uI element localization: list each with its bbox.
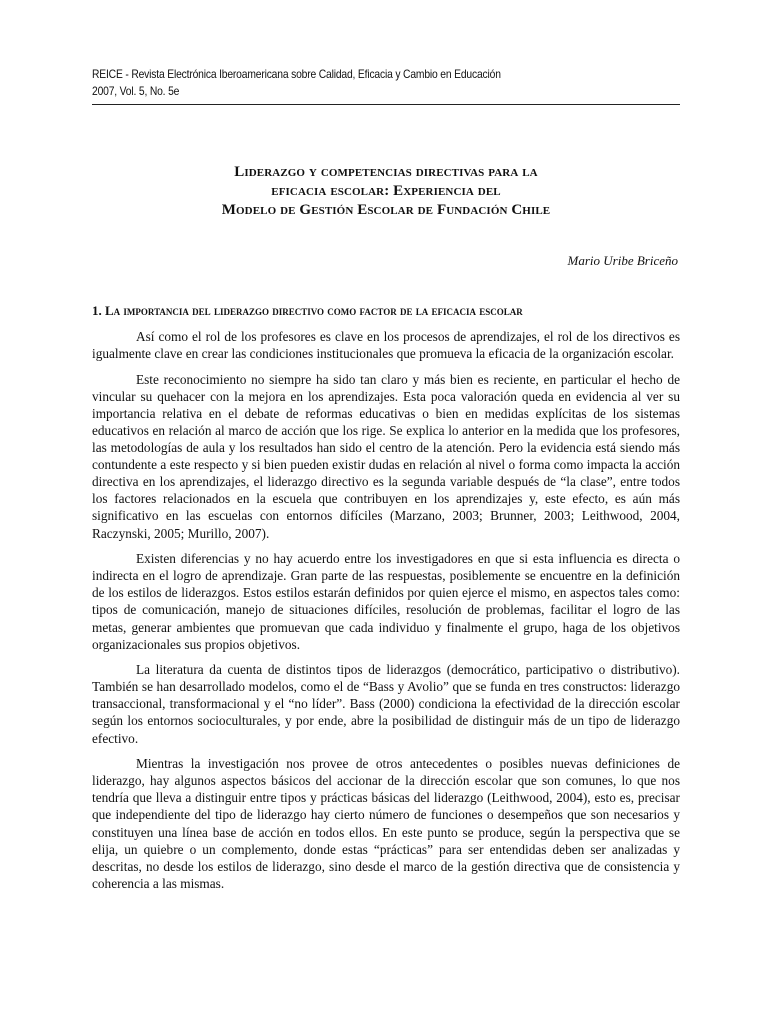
paper-title (92, 163, 680, 220)
section-heading: 1. La importancia del liderazgo directivo como factor de la eficacia escolar (92, 303, 523, 318)
paragraph: Existen diferencias y no hay acuerdo entre los investigadores en que si esta influencia es directa o indirecta en el logro de aprendizaje. Gran parte de las respuestas, posiblemente se encuentre en la definición de los estilos de liderazgos. Estos estilos estarán definidos por quien ejerce el mismo, en aspectos tales como: tipos de comunicación, manejo de situaciones difíciles, resolución de problemas, facilitar el logro de las metas, generar ambientes que promuevan que cada individuo y finalmente el grupo, haga de los objetivos organizacionales sus propios objetivos. (92, 551, 680, 652)
title-line-3: Modelo de Gestión Escolar de Fundación Chile (221, 202, 551, 218)
title-line-1: Liderazgo y competencias directivas para la (234, 164, 538, 180)
paragraph: Mientras la investigación nos provee de otros antecedentes o posibles nuevas definiciones de liderazgo, hay algunos aspectos básicos del accionar de la dirección escolar que son comunes, lo que nos tendría que lleva a distinguir entre tipos y prácticas básicas del liderazgo (Leithwood, 2004), esto es, precisar que independiente del tipo de liderazgo hay cierto número de funciones o desempeños que son necesarios y constituyen una línea base de acción en todos ellos. En este punto se produce, según la perspectiva que se elija, un quiebre o un complemento, donde estas “prácticas” para ser entendidas deben ser analizadas y descritas, no desde los estilos de liderazgo, sino desde el marco de la gestión directiva que de consistencia y coherencia a las mismas. (92, 756, 680, 891)
body-text (92, 328, 680, 900)
header-divider (92, 104, 680, 105)
journal-title: REICE - Revista Electrónica Iberoamericana sobre Calidad, Eficacia y Cambio en Educación (92, 67, 501, 81)
journal-header (92, 66, 598, 100)
author-name: Mario Uribe Briceño (567, 253, 678, 268)
paragraph: Así como el rol de los profesores es clave en los procesos de aprendizajes, el rol de los directivos es igualmente clave en crear las condiciones institucionales que promueva la eficacia de la organización escolar. (92, 329, 680, 362)
paragraph: Este reconocimiento no siempre ha sido tan claro y más bien es reciente, en particular el hecho de vincular su quehacer con la mejora en los aprendizajes. Esta poca valoración queda en evidencia al ver su importancia relativa en el debate de reformas educativas o bien en medidas explícitas de los sistemas educativos en relación al marco de acción que los rige. Se explica lo anterior en la medida que los profesores, las metodologías de aula y los resultados han sido el centro de la atención. Pero la evidencia está siendo más contundente a este respecto y si bien pueden existir dudas en relación al nivel o forma como impacta la acción directiva en los aprendizajes, el liderazgo directivo es la segunda variable después de “la clase”, entre todos los factores relacionados en la escuela que contribuyen en los aprendizajes y, este efecto, es aún más significativo en las escuelas con entornos difíciles (Marzano, 2003; Brunner, 2003; Leithwood, 2004, Raczynski, 2005; Murillo, 2007). (92, 371, 680, 541)
paragraph: La literatura da cuenta de distintos tipos de liderazgos (democrático, participativo o distributivo). También se han desarrollado modelos, como el de “Bass y Avolio” que se funda en tres constructos: liderazgo transaccional, transformacional y el “no líder”. Bass (2000) condiciona la efectividad de la dirección escolar según los entornos socioculturales, y por ende, abre la posibilidad de distinguir más de un tipo de liderazgo efectivo. (92, 662, 680, 746)
title-line-2: eficacia escolar: Experiencia del (271, 183, 501, 199)
journal-volume: 2007, Vol. 5, No. 5e (92, 84, 180, 98)
